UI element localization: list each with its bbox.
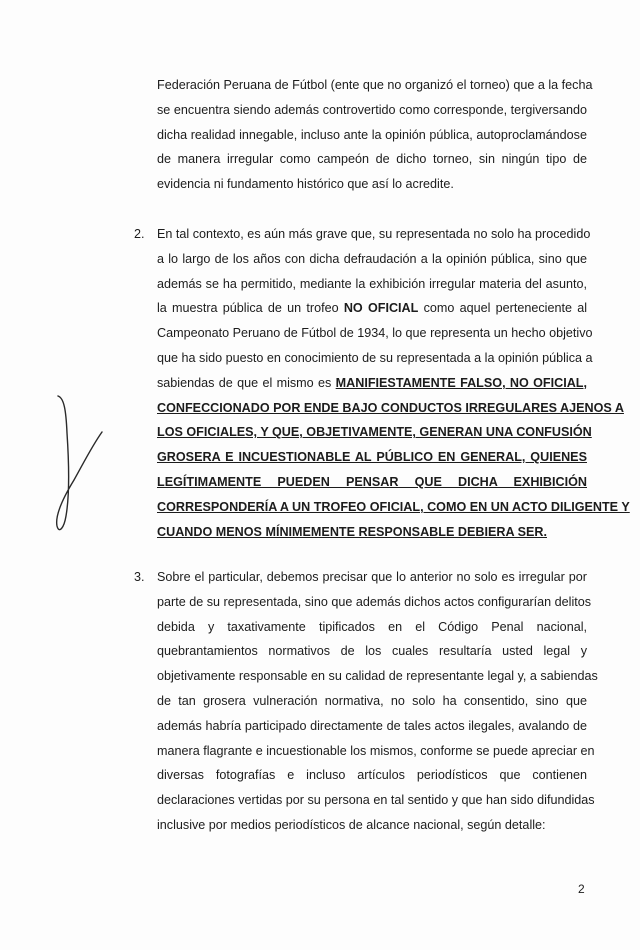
bold-underlined-line: CONFECCIONADO POR ENDE BAJO CONDUCTOS IRREGULARES AJENOS A xyxy=(157,400,624,415)
paragraph-line: Federación Peruana de Fútbol (ente que no organizó el torneo) que a la fecha xyxy=(157,78,593,92)
paragraph-3 xyxy=(157,565,598,838)
text-run: como aquel perteneciente al xyxy=(423,301,587,316)
text-run: sabiendas de que el mismo es xyxy=(157,375,332,390)
handwritten-initial-signature xyxy=(50,388,110,538)
paragraph-line: debida y taxativamente tipificados en el Código Penal nacional, xyxy=(157,619,587,634)
text-run: la muestra pública de un trofeo xyxy=(157,301,339,316)
paragraph-line: que ha sido puesto en conocimiento de su representada a la opinión pública a xyxy=(157,350,593,365)
paragraph-line: de tan grosera vulneración normativa, no solo ha consentido, sino que xyxy=(157,693,587,708)
paragraph-line: se encuentra siendo además controvertido como corresponde, tergiversando xyxy=(157,102,587,117)
bold-underlined-line: CORRESPONDERÍA A UN TROFEO OFICIAL, COMO EN UN ACTO DILIGENTE Y xyxy=(157,499,630,514)
paragraph-line: manera flagrante e incuestionable los mismos, conforme se puede apreciar en xyxy=(157,743,595,758)
paragraph-3-number: 3. xyxy=(134,570,145,584)
paragraph-line: de manera irregular como campeón de dicho torneo, sin ningún tipo de xyxy=(157,152,587,167)
bold-underlined-text: MANIFIESTAMENTE FALSO, NO OFICIAL, xyxy=(335,375,588,390)
paragraph-line: quebrantamientos normativos de los cuales resultaría usted legal y xyxy=(157,644,587,659)
bold-underlined-line: LOS OFICIALES, Y QUE, OBJETIVAMENTE, GENERAN UNA CONFUSIÓN xyxy=(157,425,592,440)
bold-underlined-line: GROSERA E INCUESTIONABLE AL PÚBLICO EN GENERAL, QUIENES xyxy=(157,450,587,465)
bold-underlined-line: CUANDO MENOS MÍNIMEMENTE RESPONSABLE DEBIERA SER. xyxy=(157,524,547,539)
paragraph-line xyxy=(157,371,587,396)
paragraph-line: además se ha permitido, mediante la exhibición irregular materia del asunto, xyxy=(157,276,587,291)
paragraph-line: además habría participado directamente de tales actos ilegales, avalando de xyxy=(157,718,587,733)
paragraph-1 xyxy=(157,73,593,197)
page-number: 2 xyxy=(578,882,585,896)
paragraph-line: objetivamente responsable en su calidad de representante legal y, a sabiendas xyxy=(157,669,598,684)
paragraph-line: En tal contexto, es aún más grave que, su representada no solo ha procedido xyxy=(157,227,591,241)
paragraph-line xyxy=(157,296,587,321)
paragraph-line: dicha realidad innegable, incluso ante la opinión pública, autoproclamándose xyxy=(157,127,587,142)
paragraph-line: inclusive por medios periodísticos de alcance nacional, según detalle: xyxy=(157,817,546,832)
paragraph-line: declaraciones vertidas por su persona en tal sentido y que han sido difundidas xyxy=(157,793,595,808)
bold-text-no-oficial: NO OFICIAL xyxy=(343,301,419,316)
paragraph-2 xyxy=(157,222,630,544)
paragraph-line: Sobre el particular, debemos precisar que lo anterior no solo es irregular por xyxy=(157,570,587,584)
paragraph-line: diversas fotografías e incluso artículos periodísticos que contienen xyxy=(157,768,587,783)
paragraph-line: evidencia ni fundamento histórico que así lo acredite. xyxy=(157,177,454,192)
paragraph-2-number: 2. xyxy=(134,227,145,241)
paragraph-line: parte de su representada, sino que además dichos actos configurarían delitos xyxy=(157,594,592,609)
paragraph-line: a lo largo de los años con dicha defraudación a la opinión pública, sino que xyxy=(157,251,587,266)
paragraph-line: Campeonato Peruano de Fútbol de 1934, lo que representa un hecho objetivo xyxy=(157,326,593,341)
bold-underlined-line: LEGÍTIMAMENTE PUEDEN PENSAR QUE DICHA EXHIBICIÓN xyxy=(157,474,587,489)
